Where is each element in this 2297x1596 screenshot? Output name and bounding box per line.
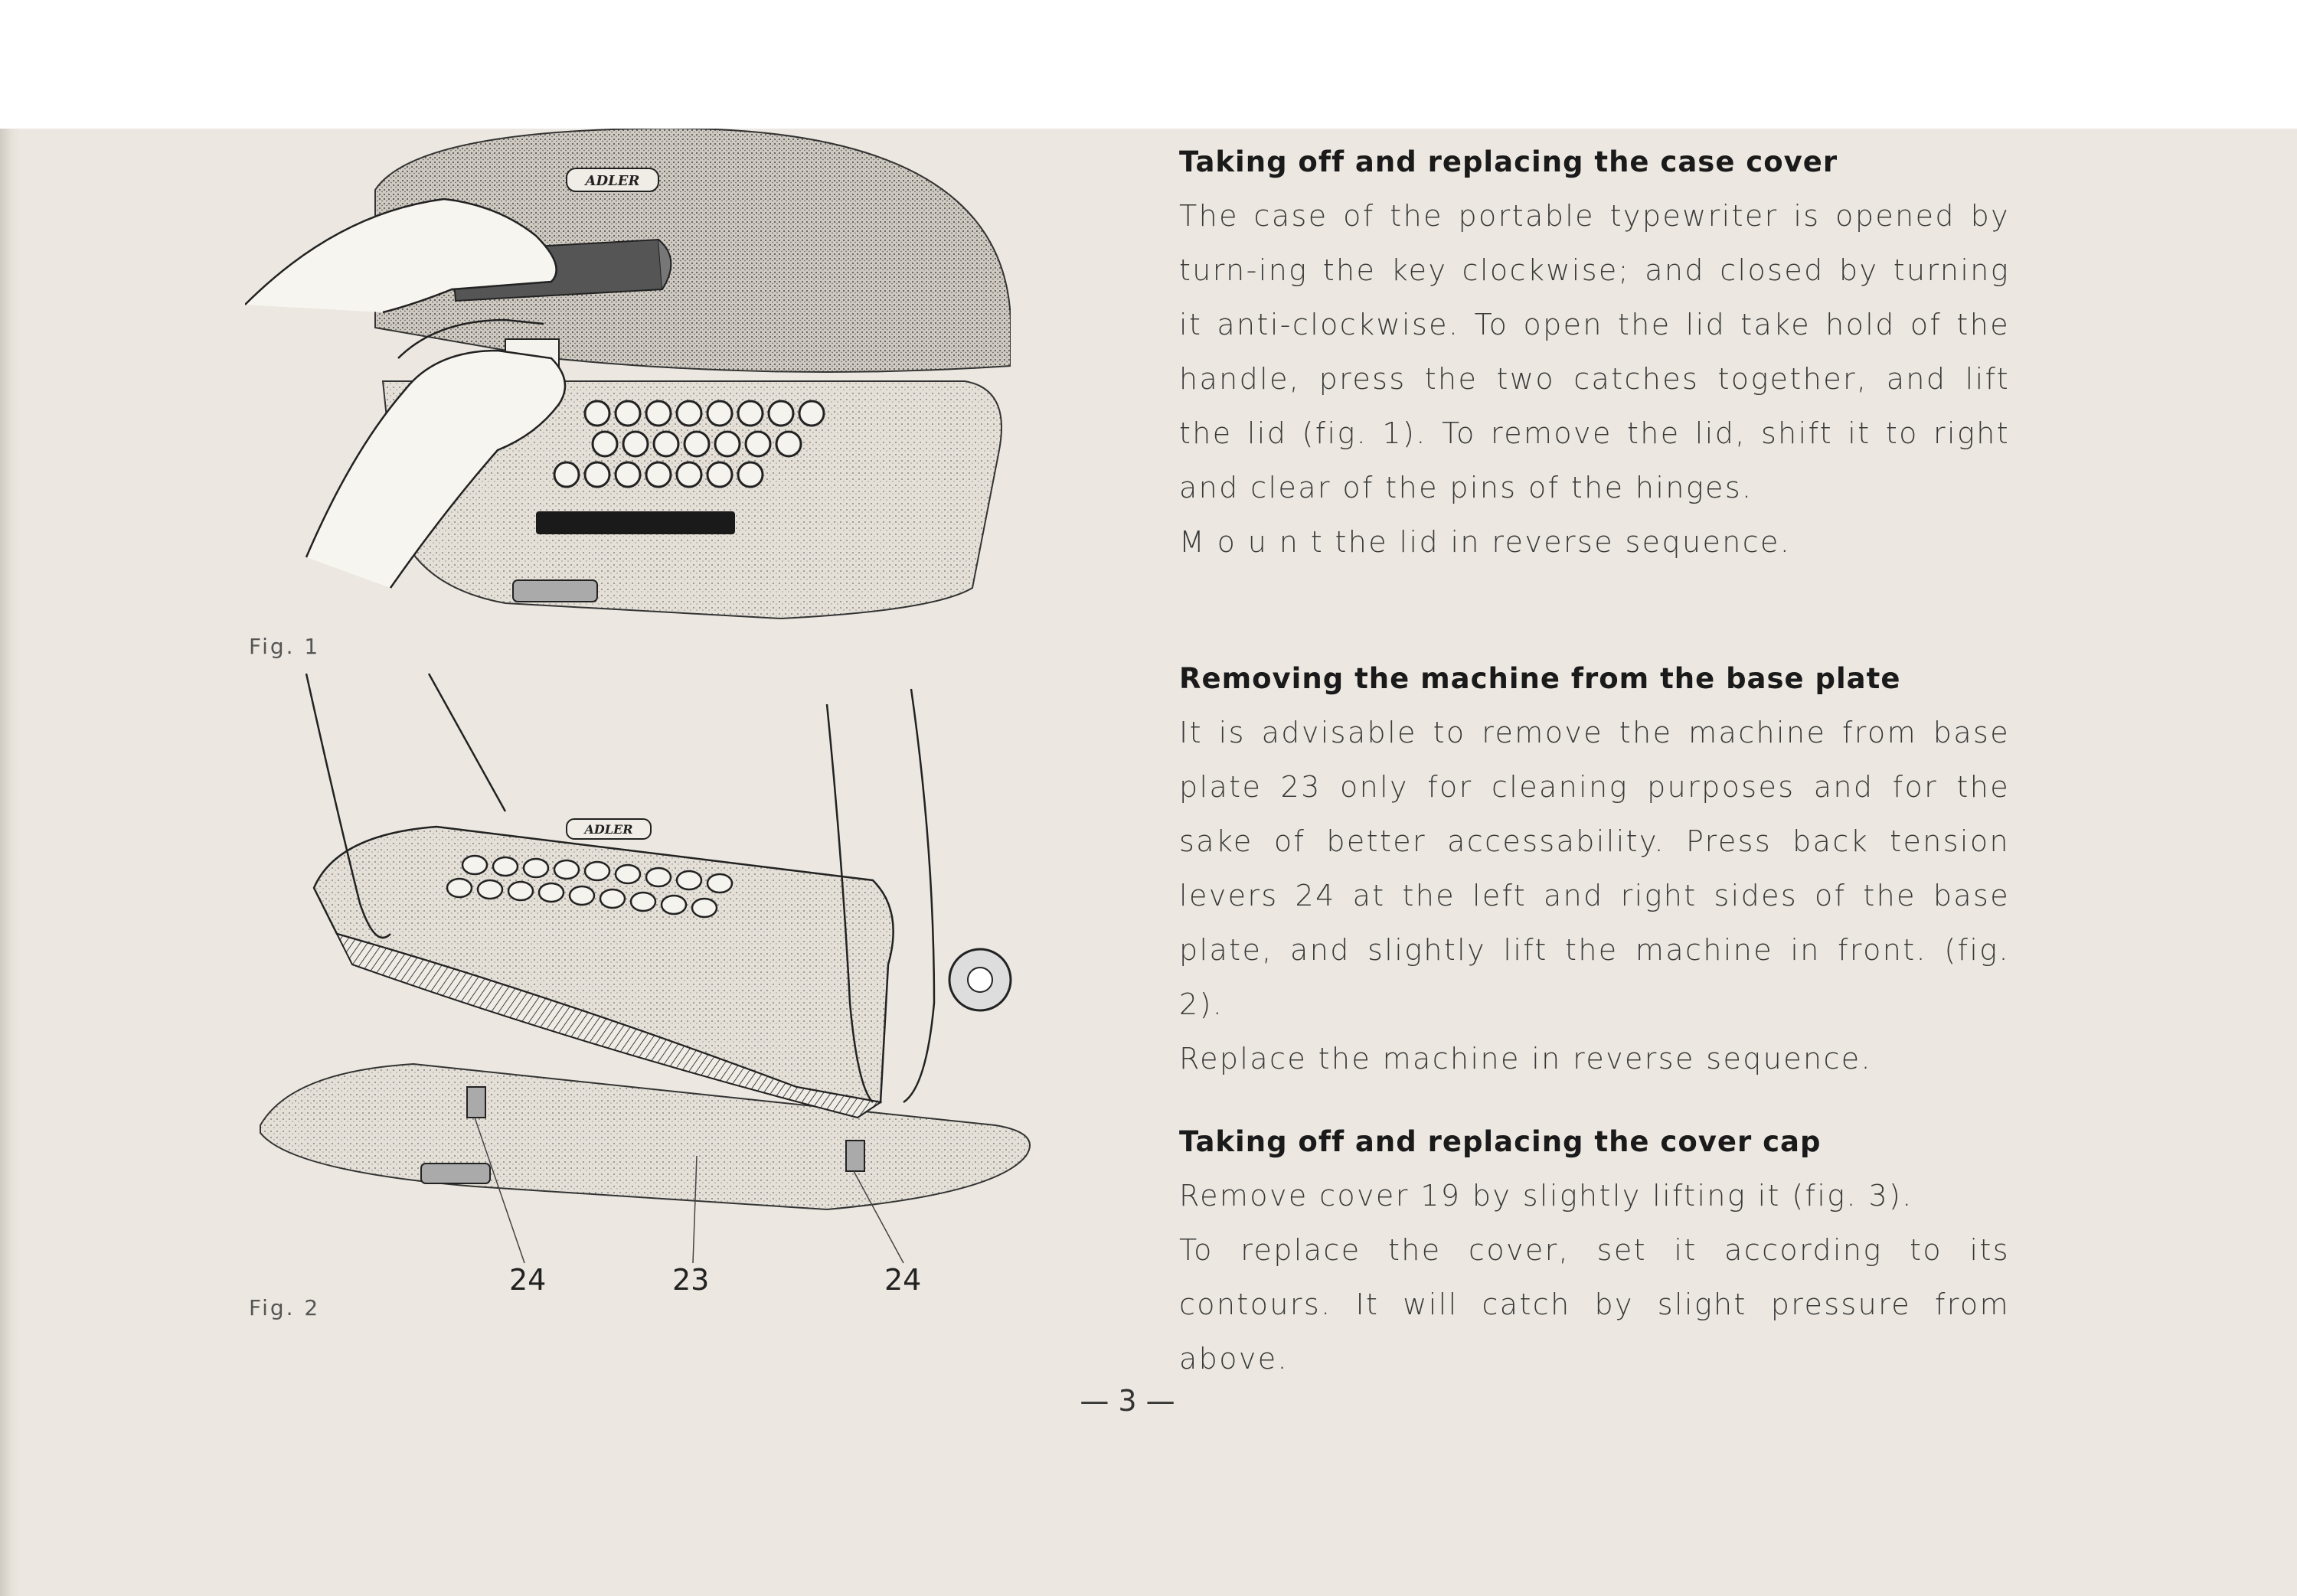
section-base-plate: [1179, 662, 2010, 1086]
section-cover-cap: [1179, 1125, 2010, 1386]
figure-2-illustration: [245, 658, 1057, 1286]
callout-tension-lever-right: 24: [884, 1263, 922, 1297]
page-binding-edge: [0, 129, 20, 1596]
section-paragraph: Remove cover 19 by slightly lifting it (fig. 3).: [1179, 1179, 1913, 1213]
tension-lever-left: [467, 1087, 485, 1118]
lid-brand-logo: ADLER: [585, 173, 640, 189]
base-plate: [260, 1064, 1030, 1209]
machine-brand-logo: ADLER: [584, 822, 633, 837]
front-latch: [513, 580, 597, 602]
section-heading: Taking off and replacing the case cover: [1179, 145, 1838, 178]
callout-tension-lever-left: 24: [509, 1263, 547, 1297]
tension-lever-right: [846, 1141, 864, 1171]
section-paragraph: The case of the portable typewriter is opened by turn-ing the key clockwise; and closed by turning it anti-clockwise. To open the lid take hold of the handle, press the two catches together, and lift the lid (fig. 1). To remove the lid, shift it to right and clear of the pins of the hinges.: [1179, 199, 2010, 504]
section-case-cover: [1179, 145, 2010, 570]
section-heading: Taking off and replacing the cover cap: [1179, 1125, 1822, 1158]
figure-1-label: Fig. 1: [249, 634, 321, 659]
space-bar: [536, 511, 735, 534]
section-paragraph: Replace the machine in reverse sequence.: [1179, 1042, 1873, 1075]
section-paragraph: It is advisable to remove the machine from base plate 23 only for cleaning purposes and for the sake of better accessability. Press back tension levers 24 at the left and right sides of the base plate, and slightly lift the machine in front. (fig. 2).: [1179, 716, 2010, 1021]
page-number: — 3 —: [1080, 1384, 1175, 1418]
section-paragraph: M o u n t the lid in reverse sequence.: [1179, 525, 1792, 559]
section-paragraph: To replace the cover, set it according to its contours. It will catch by slight pressure from above.: [1179, 1233, 2010, 1376]
figure-2-label: Fig. 2: [249, 1295, 321, 1320]
callout-base-plate: 23: [672, 1263, 710, 1297]
section-heading: Removing the machine from the base plate: [1179, 662, 1901, 695]
figure-1-illustration: [245, 129, 1011, 634]
